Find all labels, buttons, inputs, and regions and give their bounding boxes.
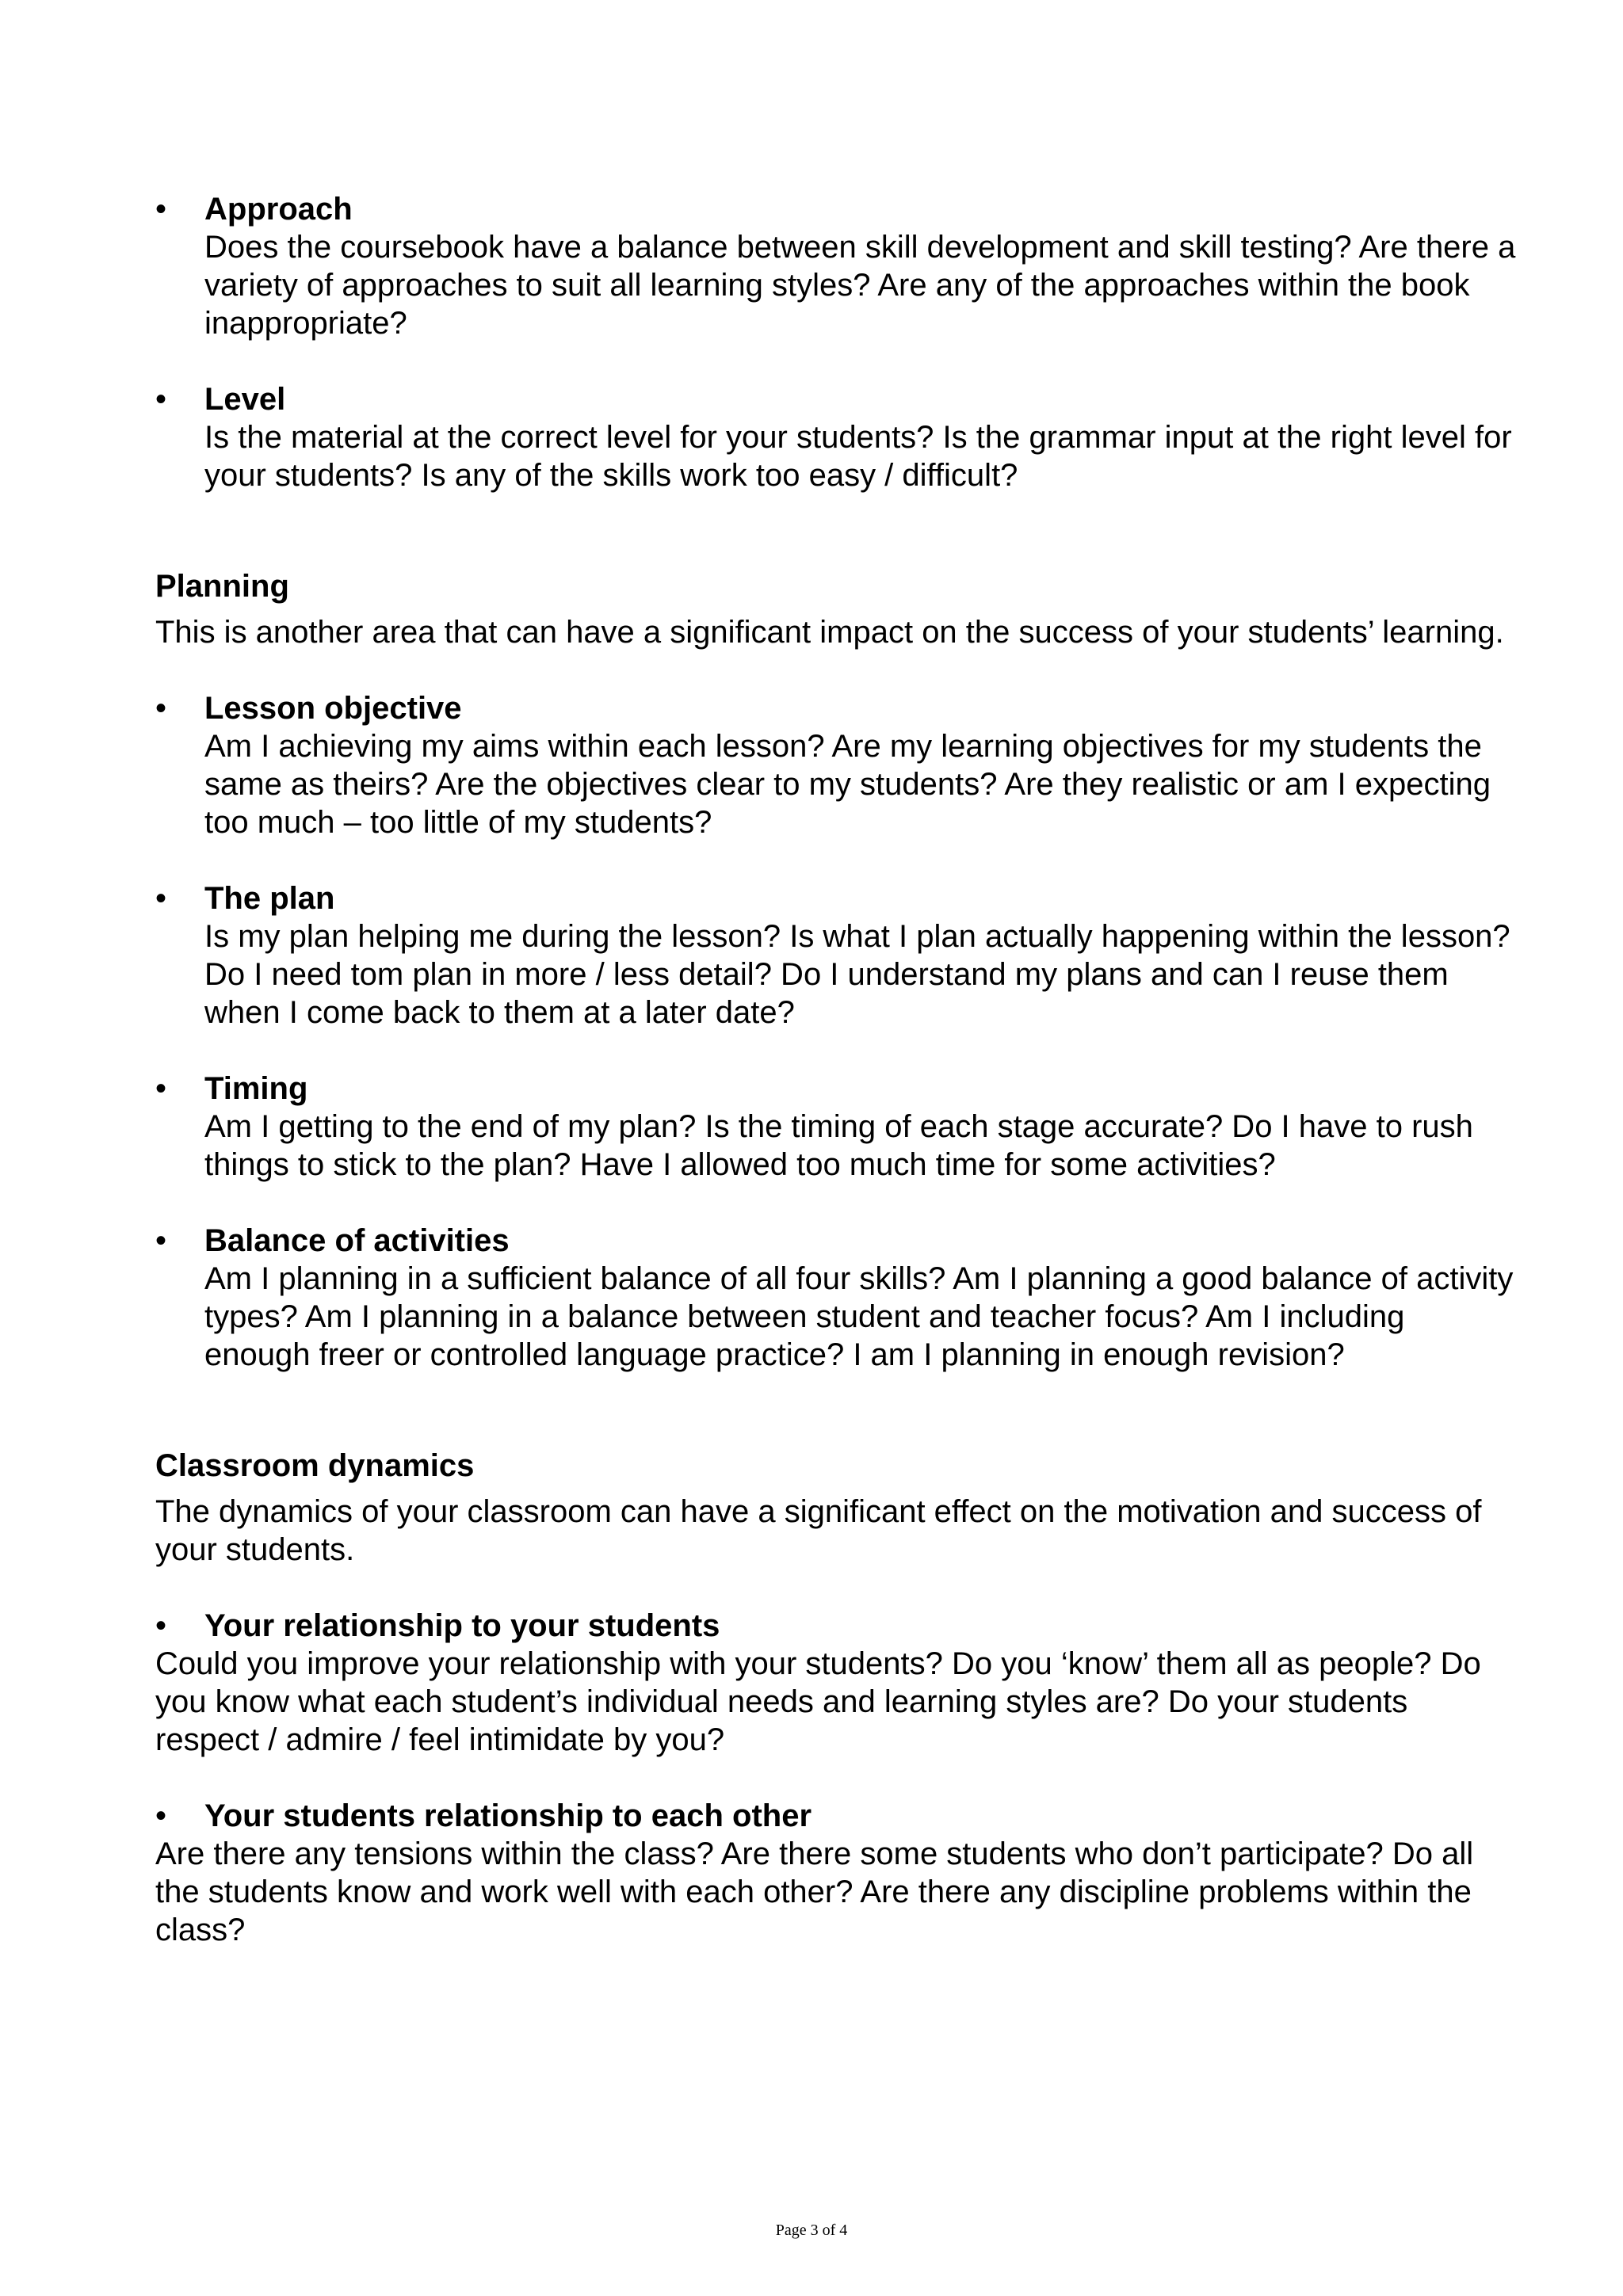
item-body: Am I getting to the end of my plan? Is the timing of each stage accurate? Do I have to rush things to stick to the plan? Have I allowed too much time for some activities? <box>204 1109 1473 1182</box>
item-title: The plan <box>204 881 335 916</box>
list-item-the-plan <box>155 879 1518 1032</box>
item-title: Your relationship to your students <box>204 1608 720 1643</box>
item-title: Approach <box>204 192 353 227</box>
bullet-icon: • <box>155 691 167 726</box>
bullet-icon: • <box>155 1223 167 1258</box>
list-item-students-relationship-to-each-other <box>155 1797 1518 1949</box>
item-title: Timing <box>204 1071 308 1106</box>
item-title: Lesson objective <box>204 691 462 726</box>
section-intro-planning: This is another area that can have a significant impact on the success of your students’ learning. <box>155 615 1504 650</box>
item-body: Is the material at the correct level for your students? Is the grammar input at the right level for your students? Is any of the skills work too easy / difficult? <box>204 420 1512 493</box>
item-body: Is my plan helping me during the lesson? Is what I plan actually happening within the lesson? Do I need tom plan in more / less detail? Do I understand my plans and can I reuse them when I come back to them at a later date? <box>204 919 1510 1030</box>
bullet-icon: • <box>155 192 167 227</box>
section-heading-classroom-dynamics: Classroom dynamics <box>155 1448 475 1483</box>
list-item-relationship-to-students <box>155 1607 1518 1759</box>
list-item-lesson-objective <box>155 689 1518 841</box>
list-item-level <box>155 380 1518 494</box>
bullet-icon: • <box>155 1608 167 1643</box>
item-body: Am I achieving my aims within each lesson? Are my learning objectives for my students the same as theirs? Are the objectives clear to my students? Are they realistic or am I expecting too much – too little of my students? <box>204 729 1491 840</box>
bullet-icon: • <box>155 382 167 417</box>
item-body: Am I planning in a sufficient balance of all four skills? Am I planning a good balance of activity types? Am I planning in a balance between student and teacher focus? Am I including enough freer or controlled language practice? I am I planning in enough revision? <box>204 1261 1514 1372</box>
item-body: Could you improve your relationship with your students? Do you ‘know’ them all as people? Do you know what each student’s individual needs and learning styles are? Do your students respect / admire / feel intimidate by you? <box>155 1646 1481 1757</box>
item-title: Your students relationship to each other <box>204 1798 812 1833</box>
section-heading-planning: Planning <box>155 569 289 604</box>
page-content <box>155 190 1518 1949</box>
item-body: Are there any tensions within the class? Are there some students who don’t participate? Do all the students know and work well with each other? Are there any discipline problems within the class? <box>155 1836 1474 1947</box>
bullet-icon: • <box>155 1071 167 1106</box>
item-title: Level <box>204 382 286 417</box>
section-intro-classroom-dynamics: The dynamics of your classroom can have a significant effect on the motivation and success of your students. <box>155 1494 1482 1567</box>
list-item-approach <box>155 190 1518 342</box>
list-item-balance-of-activities <box>155 1222 1518 1374</box>
page-number: Page 3 of 4 <box>775 2222 848 2239</box>
list-item-timing <box>155 1070 1518 1184</box>
bullet-icon: • <box>155 1798 167 1833</box>
item-title: Balance of activities <box>204 1223 510 1258</box>
item-body: Does the coursebook have a balance between skill development and skill testing? Are there a variety of approaches to suit all learning styles? Are any of the approaches within the book inappropriate? <box>204 230 1516 341</box>
bullet-icon: • <box>155 881 167 916</box>
